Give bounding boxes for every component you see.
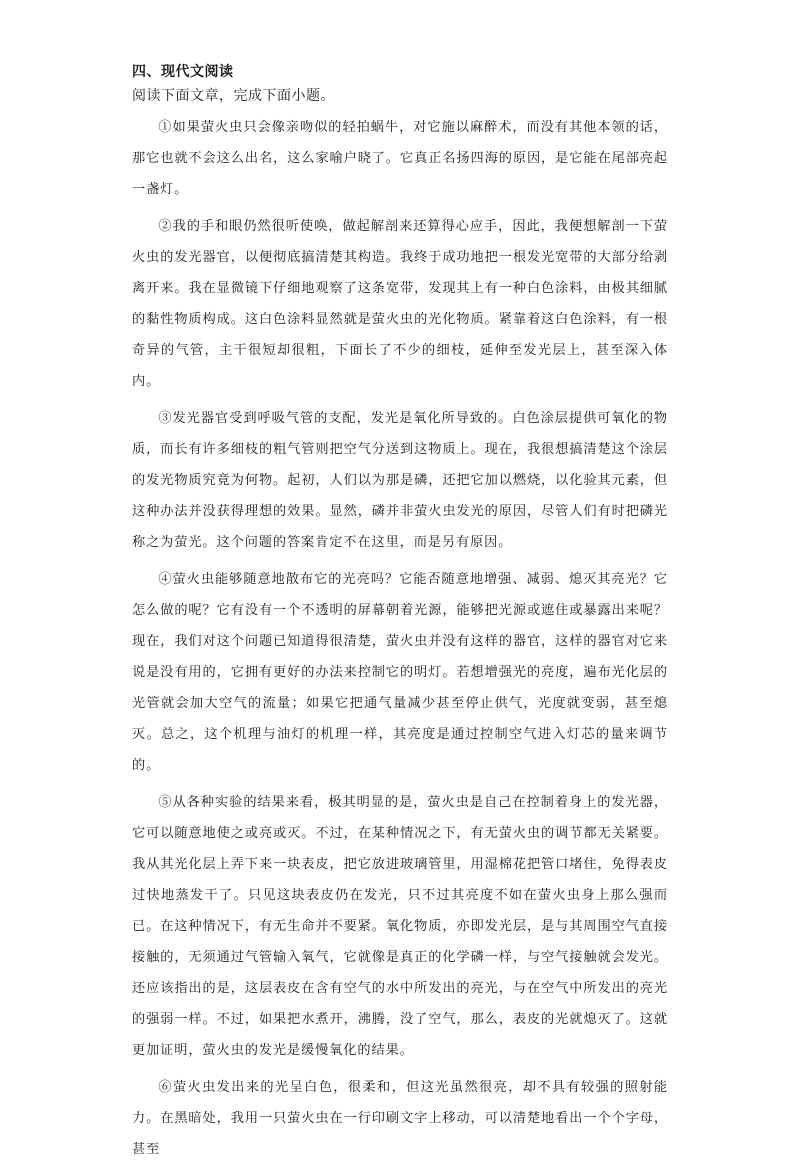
paragraph-4: ④萤火虫能够随意地散布它的光亮吗？它能否随意地增强、减弱、熄灭其亮光？它怎么做的呢？它有没有一个不透明的屏幕朝着光源，能够把光源或遮住或暴露出来呢？现在，我们对这个问题已知道得很清楚，萤火虫并没有这样的器官，这样的器官对它来说是没有用的，它拥有更好的办法来控制它的明灯。若想增强光的亮度，遍布光化层的光管就会加大空气的流量；如果它把通气量减少甚至停止供气，光度就变弱，甚至熄灭。总之，这个机理与油灯的机理一样，其亮度是通过控制空气进入灯芯的量来调节的。 xyxy=(132,572,668,773)
paragraph-3: ③发光器官受到呼吸气管的支配，发光是氧化所导致的。白色涂层提供可氧化的物质，而长有许多细枝的粗气管则把空气分送到这物质上。现在，我很想搞清楚这个涂层的发光物质究竟为何物。起初，人们以为那是磷，还把它加以燃烧，以化验其元素，但这种办法并没获得理想的效果。显然，磷并非萤火虫发光的原因，尽管人们有时把磷光称之为萤光。这个问题的答案肯定不在这里，而是另有原因。 xyxy=(132,411,668,550)
section-heading: 四、现代文阅读 xyxy=(132,64,234,80)
document-page xyxy=(132,62,668,1171)
paragraph-2: ②我的手和眼仍然很听使唤，做起解剖来还算得心应手，因此，我便想解剖一下萤火虫的发光器官，以便彻底搞清楚其构造。我终于成功地把一根发光宽带的大部分给剥离开来。我在显微镜下仔细地观察了这条宽带，发现其上有一种白色涂料，由极其细腻的黏性物质构成。这白色涂料显然就是萤火虫的光化物质。紧靠着这白色涂料，有一根奇异的气管，主干很短却很粗，下面长了不少的细枝，延伸至发光层上，甚至深入体内。 xyxy=(132,219,668,389)
paragraph-6: ⑥萤火虫发出来的光呈白色，很柔和，但这光虽然很亮，却不具有较强的照射能力。在黑暗处，我用一只萤火虫在一行印刷文字上移动，可以清楚地看出一个个字母，甚至 xyxy=(132,1080,668,1157)
paragraph-5: ⑤从各种实验的结果来看，极其明显的是，萤火虫是自己在控制着身上的发光器，它可以随意地使之或亮或灭。不过，在某种情况之下，有无萤火虫的调节都无关紧要。我从其光化层上弄下来一块表皮，把它放进玻璃管里，用湿棉花把管口堵住，免得表皮过快地蒸发干了。只见这块表皮仍在发光，只不过其亮度不如在萤火虫身上那么强而已。在这种情况下，有无生命并不要紧。氧化物质，亦即发光层，是与其周围空气直接接触的，无须通过气管输入氧气，它就像是真正的化学磷一样，与空气接触就会发光。还应该指出的是，这层表皮在含有空气的水中所发出的亮光，与在空气中所发出的亮光的强弱一样。不过，如果把水煮开，沸腾，没了空气，那么，表皮的光就熄灭了。这就更加证明，萤火虫的发光是缓慢氧化的结果。 xyxy=(132,795,668,1058)
reading-instruction: 阅读下面文章，完成下面小题。 xyxy=(132,88,335,104)
paragraph-1: ①如果萤火虫只会像亲吻似的轻拍蜗牛，对它施以麻醉术，而没有其他本领的话，那它也就不会这么出名，这么家喻户晓了。它真正名扬四海的原因，是它能在尾部亮起一盏灯。 xyxy=(132,120,668,197)
